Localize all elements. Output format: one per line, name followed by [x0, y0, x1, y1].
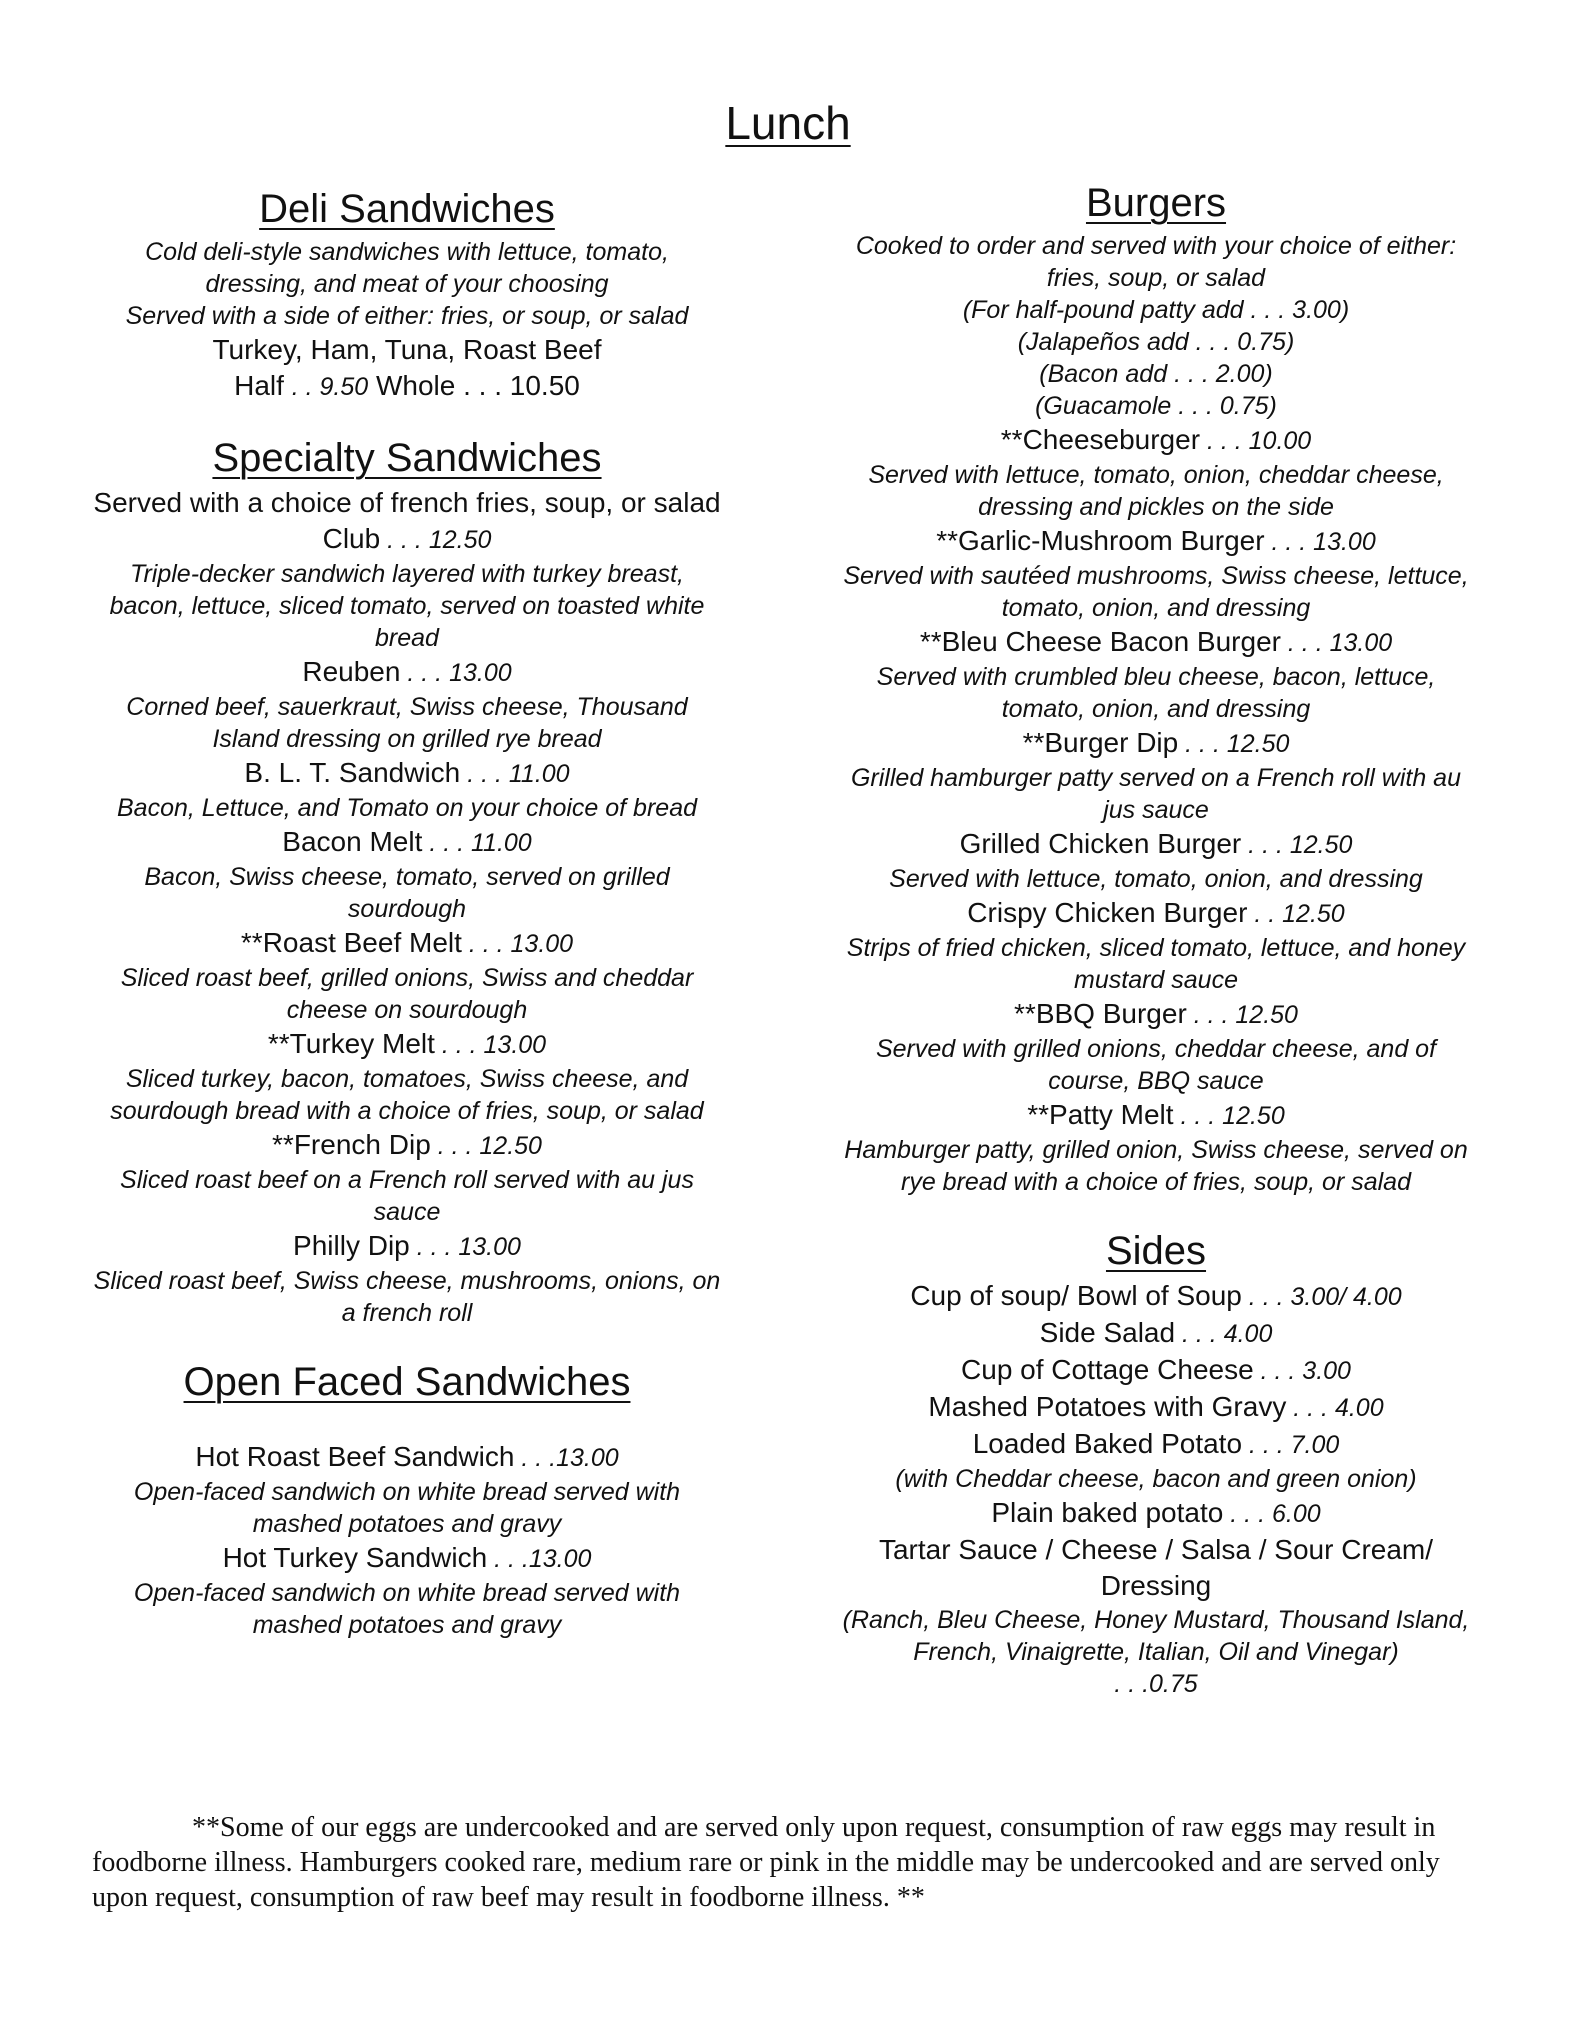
- item-price: . . . 4.00: [1286, 1394, 1384, 1422]
- item-price: . . . 3.00/ 4.00: [1241, 1283, 1402, 1311]
- item-desc: Sliced turkey, bacon, tomatoes, Swiss cheese, and sourdough bread with a choice of fries, soup, or salad: [110, 1065, 704, 1125]
- item-name: Tartar Sauce / Cheese / Salsa / Sour Cream/ Dressing: [878, 1534, 1434, 1601]
- item-desc: Sliced roast beef on a French roll served with au jus sauce: [120, 1166, 694, 1226]
- item-price: . . . 12.50: [1173, 1102, 1285, 1130]
- item-price: . . .13.00: [514, 1444, 619, 1472]
- item-desc: Strips of fried chicken, sliced tomato, lettuce, and honey mustard sauce: [846, 934, 1466, 994]
- specialty-item: [92, 1127, 722, 1228]
- item-name: Hot Roast Beef Sandwich: [195, 1441, 515, 1472]
- item-price: . . . 12.50: [430, 1132, 542, 1160]
- burger-item: [840, 996, 1472, 1097]
- item-name: **BBQ Burger: [1014, 998, 1187, 1029]
- item-price: . . . 13.00: [400, 659, 512, 687]
- item-name: Philly Dip: [293, 1230, 410, 1261]
- section-title-deli: Deli Sandwiches: [259, 187, 555, 231]
- item-price: . . . 13.00: [434, 1031, 547, 1059]
- item-name: **Roast Beef Melt: [240, 927, 462, 958]
- item-name: Cup of Cottage Cheese: [961, 1354, 1254, 1385]
- item-name: **Garlic-Mushroom Burger: [936, 525, 1265, 556]
- sides-section: [840, 1228, 1472, 1700]
- item-price: . . . 6.00: [1223, 1500, 1321, 1528]
- item-price: . . . 4.00: [1175, 1320, 1273, 1348]
- deli-desc-line: dressing, and meat of your choosing: [205, 270, 609, 298]
- item-price: . . . 11.00: [422, 829, 532, 857]
- item-name: Crispy Chicken Burger: [967, 897, 1248, 928]
- burger-item: [840, 624, 1472, 725]
- item-name: **Patty Melt: [1027, 1099, 1174, 1130]
- item-price: . . . 13.00: [1264, 528, 1376, 556]
- item-name: **French Dip: [272, 1129, 431, 1160]
- side-item: [840, 1278, 1472, 1315]
- deli-sandwiches-section: [92, 186, 722, 405]
- burger-item: [840, 725, 1472, 826]
- side-condiments: [840, 1532, 1472, 1700]
- item-price: . . . 12.50: [380, 526, 492, 554]
- item-price: . . .0.75: [1114, 1670, 1198, 1698]
- section-title-burgers: Burgers: [1085, 181, 1227, 225]
- item-desc: Sliced roast beef, Swiss cheese, mushrooms, onions, on a french roll: [93, 1267, 721, 1327]
- side-item: [840, 1389, 1472, 1426]
- burger-item: [840, 826, 1472, 895]
- item-name: Club: [322, 523, 381, 554]
- item-desc: Served with crumbled bleu cheese, bacon, lettuce, tomato, onion, and dressing: [876, 663, 1436, 723]
- item-desc: Sliced roast beef, grilled onions, Swiss and cheddar cheese on sourdough: [120, 964, 694, 1024]
- item-price: . . . 10.00: [1200, 427, 1312, 455]
- item-desc: Bacon, Lettuce, and Tomato on your choice of bread: [116, 794, 698, 822]
- burger-addon: (Bacon add . . . 2.00): [1039, 360, 1273, 388]
- specialty-sandwiches-section: [92, 435, 722, 1329]
- deli-half-label: Half: [234, 370, 284, 401]
- deli-desc-line: Cold deli-style sandwiches with lettuce, tomato,: [145, 238, 669, 266]
- deli-half-price: . . 9.50: [291, 373, 369, 401]
- section-title-sides: Sides: [1105, 1229, 1207, 1273]
- specialty-item: [92, 654, 722, 755]
- item-price: . . .13.00: [487, 1545, 592, 1573]
- item-desc: Open-faced sandwich on white bread served with mashed potatoes and gravy: [133, 1579, 681, 1639]
- item-desc: (Ranch, Bleu Cheese, Honey Mustard, Thousand Island, French, Vinaigrette, Italian, Oil and Vinegar): [842, 1606, 1470, 1666]
- side-item: [840, 1426, 1472, 1495]
- burgers-desc: Cooked to order and served with your choice of either: fries, soup, or salad: [855, 232, 1457, 292]
- left-column: [92, 186, 722, 1641]
- burgers-section: [840, 180, 1472, 1198]
- open-faced-item: [92, 1540, 722, 1641]
- item-desc: Triple-decker sandwich layered with turkey breast, bacon, lettuce, sliced tomato, served on toasted white bread: [109, 560, 705, 652]
- item-name: B. L. T. Sandwich: [244, 757, 461, 788]
- burger-addon: (For half-pound patty add . . . 3.00): [962, 296, 1350, 324]
- item-desc: Grilled hamburger patty served on a French roll with au jus sauce: [850, 764, 1461, 824]
- item-name: Bacon Melt: [282, 826, 423, 857]
- item-name: Grilled Chicken Burger: [959, 828, 1242, 859]
- item-price: . . . 7.00: [1242, 1431, 1340, 1459]
- item-desc: Corned beef, sauerkraut, Swiss cheese, Thousand Island dressing on grilled rye bread: [126, 693, 688, 753]
- item-desc: Hamburger patty, grilled onion, Swiss cheese, served on rye bread with a choice of fries, soup, or salad: [844, 1136, 1468, 1196]
- item-name: **Turkey Melt: [267, 1028, 435, 1059]
- item-desc: (with Cheddar cheese, bacon and green onion): [895, 1465, 1417, 1493]
- burger-addon: (Guacamole . . . 0.75): [1035, 392, 1277, 420]
- side-item: [840, 1495, 1472, 1532]
- burger-item: [840, 422, 1472, 523]
- item-name: Reuben: [302, 656, 401, 687]
- deli-meat-options: Turkey, Ham, Tuna, Roast Beef: [212, 334, 602, 365]
- burger-item: [840, 895, 1472, 996]
- item-price: . . . 13.00: [1280, 629, 1393, 657]
- section-title-specialty: Specialty Sandwiches: [212, 436, 602, 480]
- open-faced-sandwiches-section: [92, 1359, 722, 1641]
- item-name: **Burger Dip: [1022, 727, 1179, 758]
- item-price: . . . 3.00: [1253, 1357, 1351, 1385]
- side-item: [840, 1352, 1472, 1389]
- deli-desc-line: Served with a side of either: fries, or soup, or salad: [125, 302, 689, 330]
- specialty-item: [92, 755, 722, 824]
- open-faced-item: [92, 1439, 722, 1540]
- burger-item: [840, 523, 1472, 624]
- item-desc: Served with lettuce, tomato, onion, cheddar cheese, dressing and pickles on the side: [868, 461, 1444, 521]
- specialty-item: [92, 1026, 722, 1127]
- specialty-lead: Served with a choice of french fries, soup, or salad: [93, 487, 721, 518]
- item-desc: Open-faced sandwich on white bread served with mashed potatoes and gravy: [133, 1478, 681, 1538]
- item-name: Hot Turkey Sandwich: [222, 1542, 488, 1573]
- deli-whole-label: Whole . . . 10.50: [375, 370, 580, 401]
- item-price: . . . 11.00: [460, 760, 570, 788]
- section-title-open-faced: Open Faced Sandwiches: [183, 1360, 631, 1404]
- item-price: . . . 13.00: [461, 930, 574, 958]
- item-price: . . . 12.50: [1241, 831, 1353, 859]
- item-name: **Bleu Cheese Bacon Burger: [919, 626, 1281, 657]
- item-desc: Served with lettuce, tomato, onion, and dressing: [889, 865, 1423, 893]
- specialty-item: [92, 925, 722, 1026]
- burger-addon: (Jalapeños add . . . 0.75): [1017, 328, 1295, 356]
- item-price: . . . 12.50: [1178, 730, 1290, 758]
- side-item: [840, 1315, 1472, 1352]
- page-title: Lunch: [725, 97, 851, 149]
- right-column: [840, 180, 1472, 1700]
- footnote-disclaimer: **Some of our eggs are undercooked and are served only upon request, consumption of raw eggs may result in foodborne illness. Hamburgers cooked rare, medium rare or pink in the middle may be undercooked and are served only upon request, consumption of raw beef may result in foodborne illness. **: [92, 1812, 1440, 1913]
- item-price: . . 12.50: [1247, 900, 1345, 928]
- item-desc: Served with grilled onions, cheddar cheese, and of course, BBQ sauce: [875, 1035, 1437, 1095]
- specialty-item: [92, 1228, 722, 1329]
- item-name: Side Salad: [1039, 1317, 1176, 1348]
- specialty-item: [92, 824, 722, 925]
- item-name: **Cheeseburger: [1000, 424, 1201, 455]
- specialty-item: [92, 521, 722, 654]
- item-name: Mashed Potatoes with Gravy: [928, 1391, 1287, 1422]
- item-desc: Served with sautéed mushrooms, Swiss cheese, lettuce, tomato, onion, and dressing: [843, 562, 1469, 622]
- item-desc: Bacon, Swiss cheese, tomato, served on grilled sourdough: [144, 863, 670, 923]
- item-name: Loaded Baked Potato: [972, 1428, 1243, 1459]
- burger-item: [840, 1097, 1472, 1198]
- item-name: Cup of soup/ Bowl of Soup: [910, 1280, 1242, 1311]
- deli-prices: [92, 368, 722, 405]
- item-name: Plain baked potato: [991, 1497, 1224, 1528]
- spacer: [92, 1409, 722, 1439]
- item-price: . . . 13.00: [409, 1233, 521, 1261]
- item-price: . . . 12.50: [1186, 1001, 1298, 1029]
